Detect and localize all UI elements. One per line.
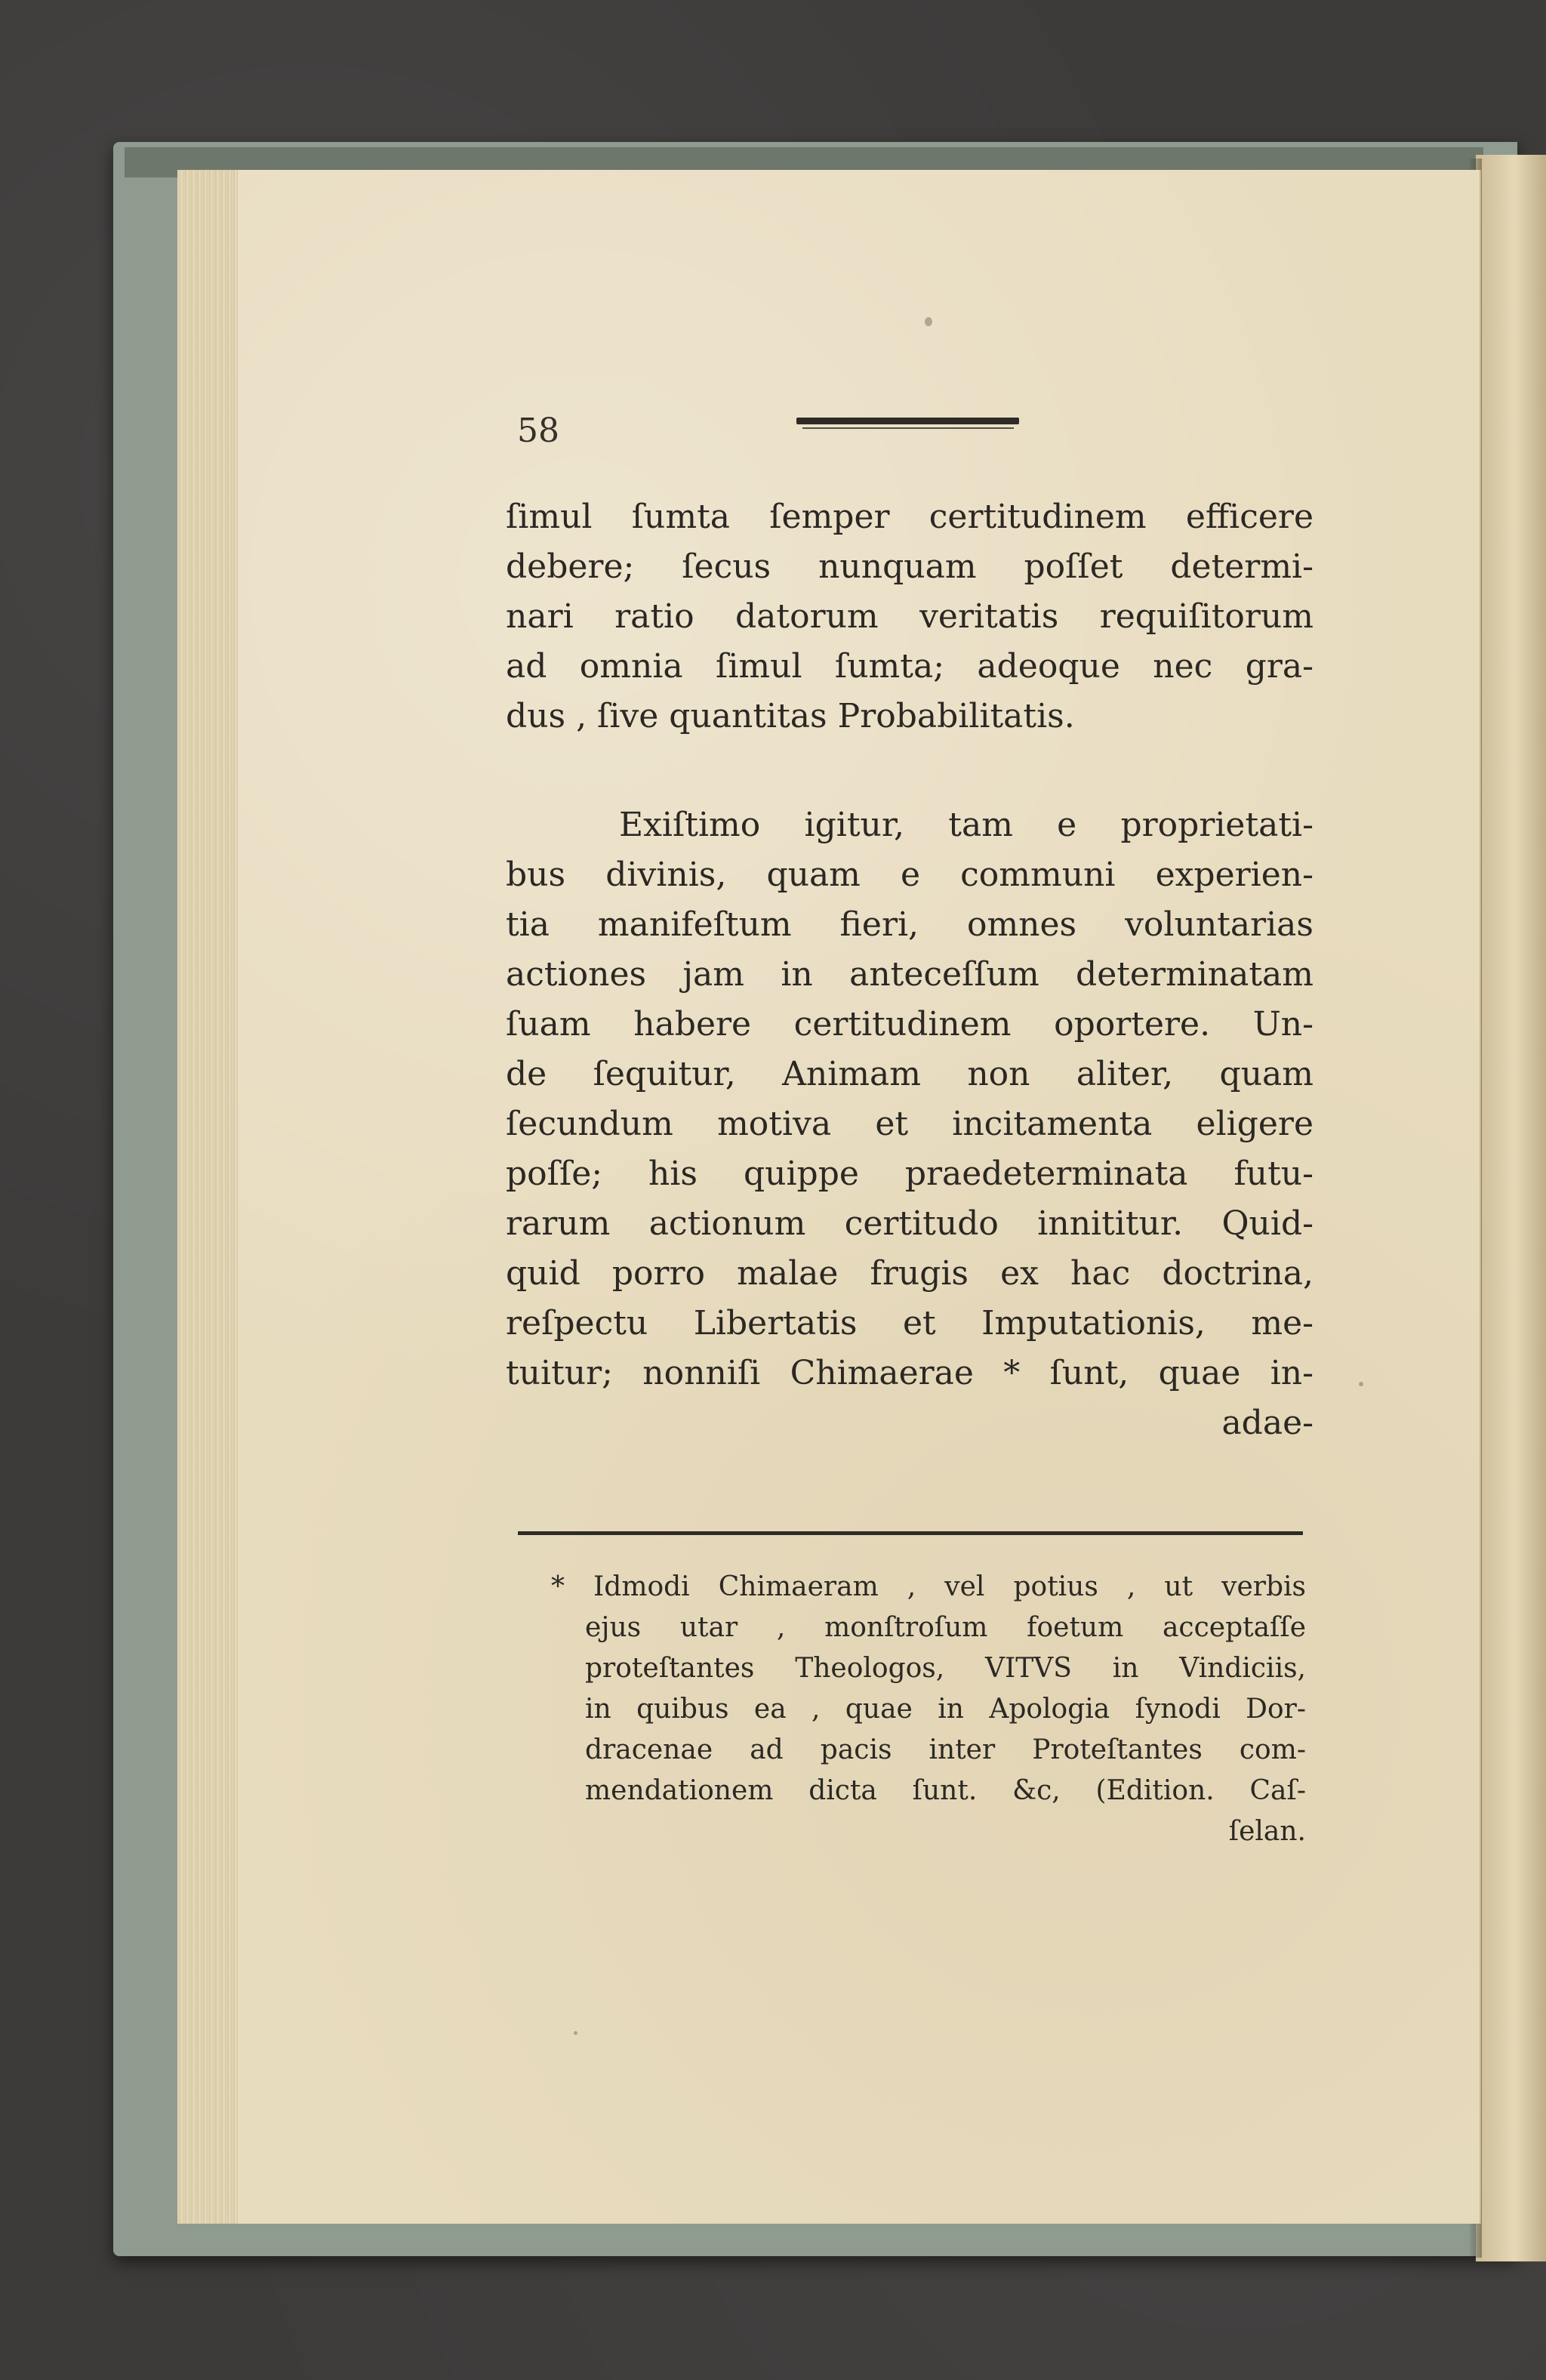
text-line: bus divinis, quam e communi experien- [506, 856, 1313, 894]
text-line: actiones jam in anteceſſum determinatam [506, 955, 1313, 994]
paper-speck [925, 317, 932, 326]
text-line: tuitur; nonniſi Chimaerae * ſunt, quae in- [506, 1354, 1313, 1392]
header-rule [796, 418, 1019, 424]
footnote-rule [518, 1531, 1303, 1535]
paragraph-2 [506, 800, 1313, 1448]
page-edges [177, 170, 238, 2224]
paper-speck [574, 2031, 577, 2035]
right-page-leaves [1476, 155, 1546, 2261]
paragraph-1 [506, 492, 1313, 741]
text-line: rarum actionum certitudo innititur. Quid- [506, 1204, 1313, 1243]
footnote-line: proteſtantes Theologos, VITVS in Vindiciis, [585, 1653, 1306, 1684]
text-line: debere; ſecus nunquam poſſet determi- [506, 547, 1313, 586]
catchword: adae- [1221, 1404, 1313, 1442]
text-line: poſſe; his quippe praedeterminata futu- [506, 1155, 1313, 1193]
text-line: tia manifeſtum fieri, omnes voluntarias [506, 905, 1313, 944]
text-line: ad omnia ſimul ſumta; adeoque nec gra- [506, 647, 1313, 686]
text-line: quid porro malae frugis ex hac doctrina, [506, 1254, 1313, 1293]
footnote [551, 1567, 1306, 1852]
text-line: ſuam habere certitudinem oportere. Un- [506, 1005, 1313, 1044]
page-number: 58 [517, 412, 559, 450]
text-line: dus , ſive quantitas Probabilitatis. [506, 697, 1075, 735]
footnote-line: ejus utar , monſtroſum foetum acceptaſſe [585, 1612, 1306, 1643]
footnote-line: * Idmodi Chimaeram , vel potius , ut verbis [551, 1571, 1306, 1602]
text-line: Exiſtimo igitur, tam e proprietati- [619, 806, 1313, 844]
text-line: reſpectu Libertatis et Imputationis, me- [506, 1304, 1313, 1343]
paper-speck [1359, 1382, 1363, 1386]
footnote-line: dracenae ad pacis inter Proteſtantes com- [585, 1734, 1306, 1765]
text-line: ſimul ſumta ſemper certitudinem efficere [506, 498, 1313, 536]
text-line: nari ratio datorum veritatis requiſitorum [506, 597, 1313, 636]
text-line: ſecundum motiva et incitamenta eligere [506, 1105, 1313, 1143]
header-rule-thin [802, 427, 1014, 429]
footnote-line: in quibus ea , quae in Apologia ſynodi Dor- [585, 1694, 1306, 1725]
footnote-line: ſelan. [1228, 1816, 1306, 1847]
text-line: de ſequitur, Animam non aliter, quam [506, 1055, 1313, 1093]
footnote-line: mendationem dicta ſunt. &c, (Edition. Caſ- [585, 1775, 1306, 1806]
